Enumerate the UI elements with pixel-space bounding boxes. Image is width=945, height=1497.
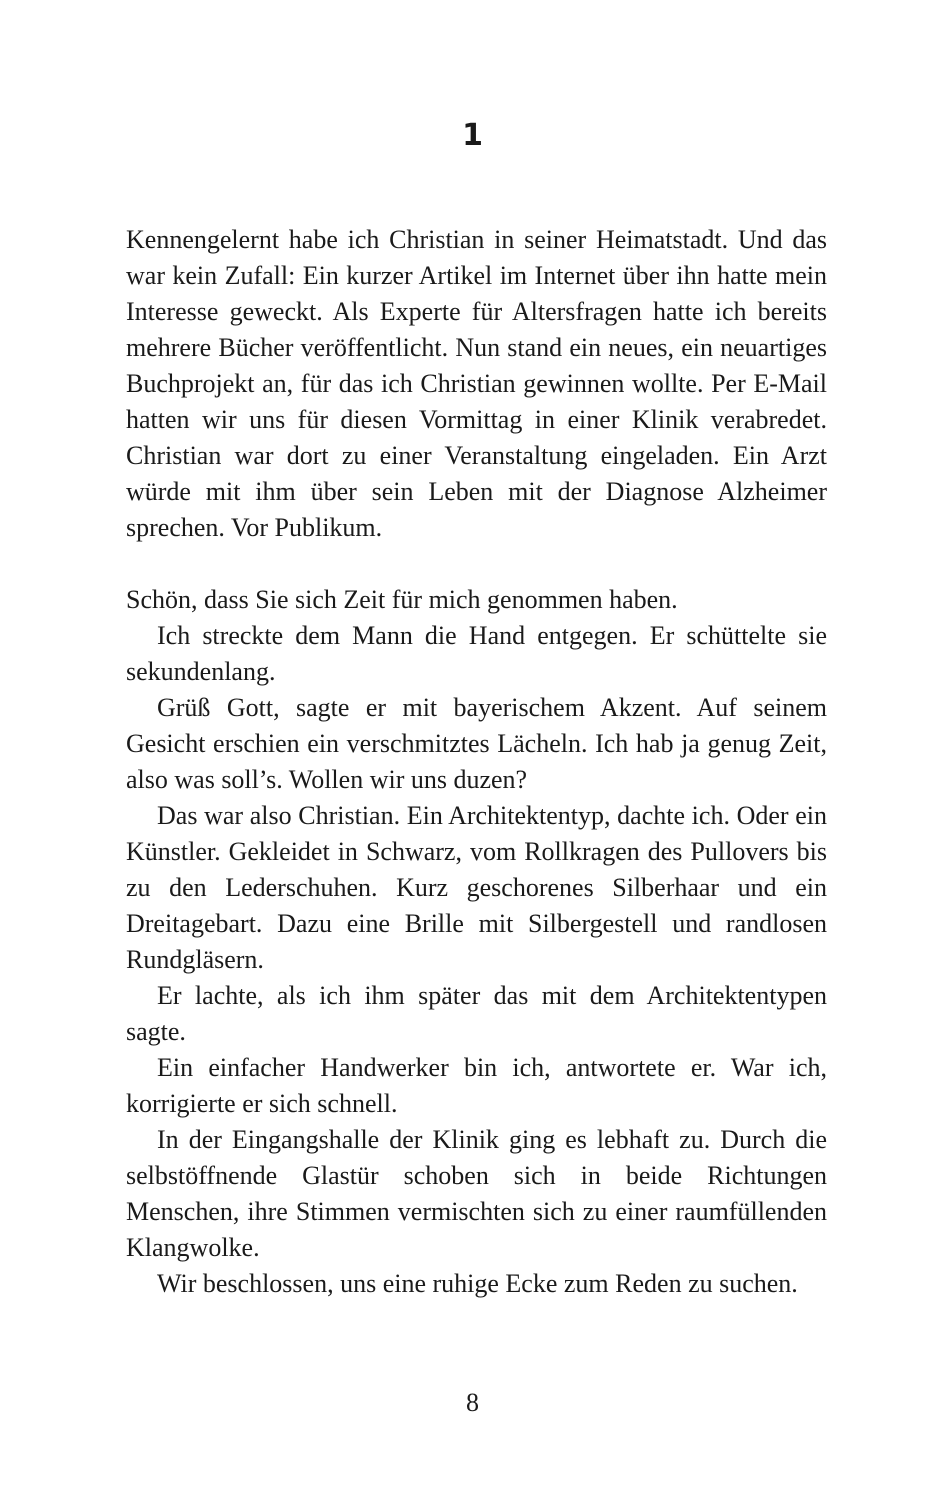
intro-section	[126, 222, 827, 546]
paragraph: Ein einfacher Handwerker bin ich, antwortete er. War ich, korrigierte er sich schnell.	[126, 1053, 827, 1118]
paragraph: Ich streckte dem Mann die Hand entgegen. Er schüttelte sie sekundenlang.	[126, 621, 827, 686]
paragraph: In der Eingangshalle der Klinik ging es lebhaft zu. Durch die selbstöffnende Glastür schoben sich in beide Richtungen Menschen, ihre Stimmen vermischten sich zu einer raumfüllenden Klangwolke.	[126, 1125, 827, 1262]
dialogue-section	[126, 582, 827, 1302]
paragraph: Wir beschlossen, uns eine ruhige Ecke zum Reden zu suchen.	[157, 1269, 798, 1298]
page-number: 8	[466, 1388, 479, 1417]
paragraph: Er lachte, als ich ihm später das mit dem Architektentypen sagte.	[126, 981, 827, 1046]
intro-paragraph: Kennengelernt habe ich Christian in seiner Heimatstadt. Und das war kein Zufall: Ein kurzer Artikel im Internet über ihn hatte mein Interesse geweckt. Als Experte für Altersfragen hatte ich bereits mehrere Bücher veröffentlicht. Nun stand ein neues, ein neuartiges Buchprojekt an, für das ich Christian gewinnen wollte. Per E-Mail hatten wir uns für diesen Vormittag in einer Klinik verabredet. Christian war dort zu einer Veranstaltung eingeladen. Ein Arzt würde mit ihm über sein Leben mit der Diagnose Alzheimer sprechen. Vor Publikum.	[126, 225, 827, 542]
chapter-number: 1	[462, 118, 483, 153]
paragraph: Schön, dass Sie sich Zeit für mich genommen haben.	[126, 585, 678, 614]
paragraph: Das war also Christian. Ein Architektentyp, dachte ich. Oder ein Künstler. Gekleidet in Schwarz, vom Rollkragen des Pullovers bis zu den Lederschuhen. Kurz geschorenes Silberhaar und ein Dreitagebart. Dazu eine Brille mit Silbergestell und randlosen Rundgläsern.	[126, 801, 827, 974]
paragraph: Grüß Gott, sagte er mit bayerischem Akzent. Auf seinem Gesicht erschien ein verschmitztes Lächeln. Ich hab ja genug Zeit, also was soll’s. Wollen wir uns duzen?	[126, 693, 827, 794]
